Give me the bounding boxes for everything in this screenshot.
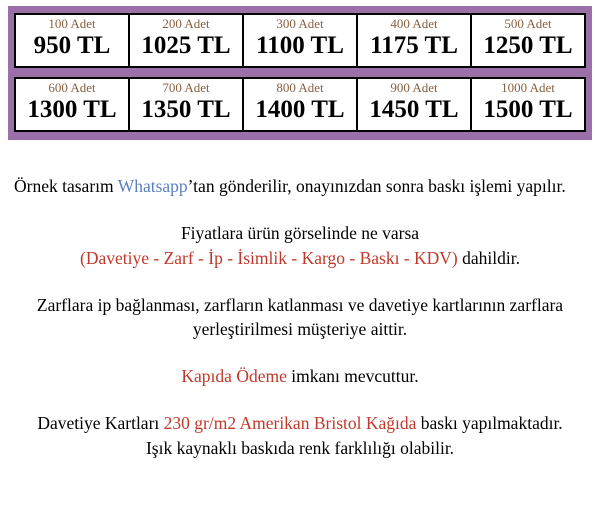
price-cell <box>356 77 472 132</box>
price-value: 1100 TL <box>256 32 344 60</box>
paper-spec: 230 gr/m2 Amerikan Bristol Kağıda <box>163 413 417 434</box>
note-text: imkanı mevcuttur. <box>286 366 419 387</box>
quantity-label: 200 Adet <box>162 16 210 31</box>
quantity-label: 400 Adet <box>390 16 438 31</box>
note-text: Işık kaynaklı baskıda renk farklılığı olabilir. <box>145 438 455 458</box>
price-cell <box>242 13 358 68</box>
price-value: 1500 TL <box>483 96 573 124</box>
quantity-label: 600 Adet <box>48 80 96 96</box>
price-value: 1300 TL <box>27 96 117 124</box>
price-row <box>14 77 586 132</box>
quantity-label: 800 Adet <box>276 80 324 96</box>
note-paper-info <box>10 411 590 461</box>
price-value: 1025 TL <box>141 32 231 60</box>
quantity-label: 300 Adet <box>276 16 324 31</box>
price-cell <box>128 77 244 132</box>
note-text: Örnek tasarım <box>14 176 118 197</box>
price-cell <box>470 77 586 132</box>
note-text: yerleştirilmesi müşteriye aittir. <box>192 319 408 340</box>
whatsapp-mention: Whatsapp <box>117 176 188 197</box>
note-whatsapp <box>10 174 590 199</box>
note-text: baskı yapılmaktadır. <box>416 413 563 434</box>
included-items: (Davetiye - Zarf - İp - İsimlik - Kargo - Baskı - KDV) <box>80 247 458 268</box>
quantity-label: 700 Adet <box>162 80 210 96</box>
quantity-label: 900 Adet <box>390 80 438 96</box>
quantity-label: 1000 Adet <box>501 80 555 96</box>
price-value: 1400 TL <box>255 96 345 124</box>
price-value: 1450 TL <box>369 96 459 124</box>
notes-section <box>0 140 600 461</box>
note-included <box>10 221 590 271</box>
quantity-label: 100 Adet <box>48 16 96 31</box>
note-customer-responsibility <box>10 293 590 343</box>
price-value: 1175 TL <box>370 32 458 60</box>
price-value: 1250 TL <box>483 32 573 60</box>
price-cell <box>128 13 244 68</box>
note-text: Davetiye Kartları <box>37 413 164 434</box>
note-text: ’tan gönderilir, onayınızdan sonra baskı işlemi yapılır. <box>187 176 566 197</box>
note-text: dahildir. <box>457 247 520 268</box>
price-value: 950 TL <box>33 32 111 60</box>
price-cell <box>14 13 130 68</box>
price-cell <box>242 77 358 132</box>
note-cash-on-delivery <box>10 364 590 389</box>
pricing-table <box>8 6 592 140</box>
price-value: 1350 TL <box>141 96 231 124</box>
price-cell <box>356 13 472 68</box>
price-cell <box>470 13 586 68</box>
cash-on-delivery-label: Kapıda Ödeme <box>181 366 287 387</box>
quantity-label: 500 Adet <box>504 16 552 31</box>
price-row <box>14 13 586 68</box>
price-cell <box>14 77 130 132</box>
note-text: Zarflara ip bağlanması, zarfların katlanması ve davetiye kartlarının zarflara <box>36 294 564 315</box>
note-text: Fiyatlara ürün görselinde ne varsa <box>180 222 420 243</box>
